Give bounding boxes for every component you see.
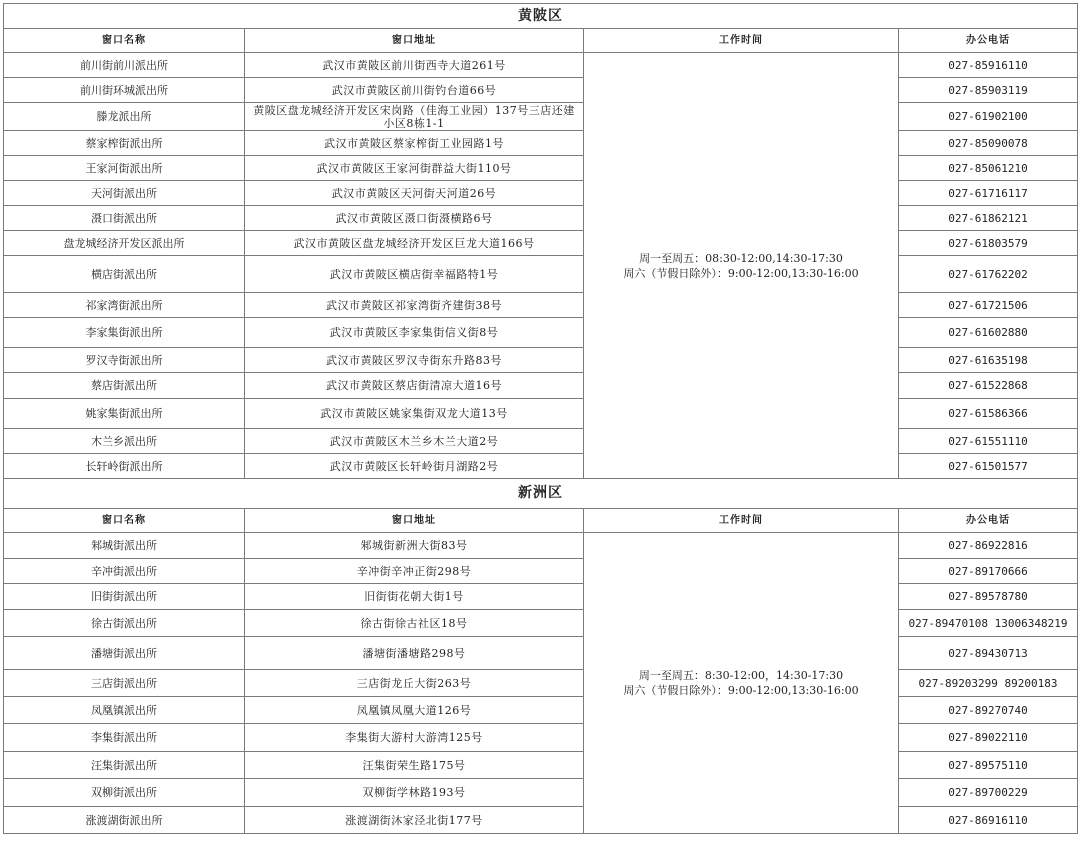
office-phone-cell: 027-85061210	[899, 156, 1078, 181]
table-row	[4, 256, 1078, 293]
window-address-cell: 武汉市黄陂区天河街天河道26号	[245, 181, 584, 206]
window-address-cell: 武汉市黄陂区横店街幸福路特1号	[245, 256, 584, 293]
header-window-address: 窗口地址	[245, 29, 584, 53]
table-row	[4, 429, 1078, 454]
window-address-cell: 李集街大游村大游湾125号	[245, 724, 584, 752]
office-phone-cell: 027-61716117	[899, 181, 1078, 206]
window-address-cell: 黄陂区盘龙城经济开发区宋岗路（佳海工业园）137号三店还建小区8栋1-1	[245, 103, 584, 131]
working-hours-line: 周六（节假日除外）：9:00-12:00,13:30-16:00	[623, 266, 859, 280]
window-name-cell: 凤凰镇派出所	[4, 697, 245, 724]
table-row	[4, 231, 1078, 256]
window-name-cell: 李家集街派出所	[4, 318, 245, 348]
table-row	[4, 752, 1078, 779]
window-address-cell: 邾城街新洲大街83号	[245, 533, 584, 559]
office-phone-cell: 027-61902100	[899, 103, 1078, 131]
window-name-cell: 辛冲街派出所	[4, 559, 245, 584]
section-title-row	[4, 479, 1078, 509]
office-phone-cell: 027-61551110	[899, 429, 1078, 454]
table-row	[4, 724, 1078, 752]
window-address-cell: 武汉市黄陂区蔡家榨街工业园路1号	[245, 131, 584, 156]
window-address-cell: 武汉市黄陂区盘龙城经济开发区巨龙大道166号	[245, 231, 584, 256]
working-hours-line: 周一至周五：8:30-12:00，14:30-17:30	[638, 669, 844, 682]
table-row	[4, 697, 1078, 724]
window-address-cell: 武汉市黄陂区李家集街信义街8号	[245, 318, 584, 348]
window-name-cell: 滠口街派出所	[4, 206, 245, 231]
office-phone-cell: 027-89170666	[899, 559, 1078, 584]
column-header-row	[4, 29, 1078, 53]
table-row	[4, 584, 1078, 610]
table-row	[4, 103, 1078, 131]
office-phone-cell: 027-86922816	[899, 533, 1078, 559]
table-row	[4, 670, 1078, 697]
window-name-cell: 姚家集街派出所	[4, 399, 245, 429]
window-name-cell: 天河街派出所	[4, 181, 245, 206]
office-phone-cell: 027-61862121	[899, 206, 1078, 231]
window-address-cell: 武汉市黄陂区滠口街滠横路6号	[245, 206, 584, 231]
window-name-cell: 李集街派出所	[4, 724, 245, 752]
directory-table-body	[4, 4, 1078, 834]
office-phone-cell: 027-61602880	[899, 318, 1078, 348]
window-address-cell: 武汉市黄陂区前川街西寺大道261号	[245, 53, 584, 78]
header-working-hours: 工作时间	[584, 29, 899, 53]
office-phone-cell: 027-61501577	[899, 454, 1078, 479]
working-hours-line: 周六（节假日除外）：9:00-12:00,13:30-16:00	[623, 684, 859, 697]
window-address-cell: 武汉市黄陂区前川街钓台道66号	[245, 78, 584, 103]
window-address-cell: 武汉市黄陂区祁家湾街齐建街38号	[245, 293, 584, 318]
table-row	[4, 78, 1078, 103]
window-name-cell: 汪集街派出所	[4, 752, 245, 779]
office-phone-cell: 027-89203299 89200183	[899, 670, 1078, 697]
office-phone-cell: 027-61803579	[899, 231, 1078, 256]
office-phone-cell: 027-89700229	[899, 779, 1078, 807]
working-hours-cell	[584, 533, 899, 834]
district-title: 新洲区	[4, 479, 1078, 509]
window-address-cell: 潘塘街潘塘路298号	[245, 637, 584, 670]
office-phone-cell: 027-89578780	[899, 584, 1078, 610]
window-address-cell: 武汉市黄陂区木兰乡木兰大道2号	[245, 429, 584, 454]
office-phone-cell: 027-61522868	[899, 373, 1078, 399]
office-phone-cell: 027-61721506	[899, 293, 1078, 318]
window-address-cell: 武汉市黄陂区蔡店街清凉大道16号	[245, 373, 584, 399]
window-name-cell: 涨渡湖街派出所	[4, 807, 245, 834]
window-address-cell: 旧街街花朝大街1号	[245, 584, 584, 610]
table-row	[4, 318, 1078, 348]
table-row	[4, 348, 1078, 373]
office-phone-cell: 027-89470108 13006348219	[899, 610, 1078, 637]
window-address-cell: 双柳街学林路193号	[245, 779, 584, 807]
working-hours-cell	[584, 53, 899, 479]
table-row	[4, 559, 1078, 584]
header-working-hours: 工作时间	[584, 509, 899, 533]
office-phone-cell: 027-89270740	[899, 697, 1078, 724]
window-name-cell: 双柳街派出所	[4, 779, 245, 807]
working-hours-line: 周一至周五：08:30-12:00,14:30-17:30	[639, 251, 843, 265]
office-phone-cell: 027-61762202	[899, 256, 1078, 293]
directory-table	[3, 3, 1078, 834]
table-row	[4, 779, 1078, 807]
table-row	[4, 373, 1078, 399]
office-phone-cell: 027-85903119	[899, 78, 1078, 103]
office-phone-cell: 027-89575110	[899, 752, 1078, 779]
office-phone-cell: 027-85916110	[899, 53, 1078, 78]
window-address-cell: 凤凰镇凤凰大道126号	[245, 697, 584, 724]
window-address-cell: 武汉市黄陂区罗汉寺街东升路83号	[245, 348, 584, 373]
header-office-phone: 办公电话	[899, 29, 1078, 53]
table-row	[4, 206, 1078, 231]
column-header-row	[4, 509, 1078, 533]
table-row	[4, 181, 1078, 206]
office-phone-cell: 027-61586366	[899, 399, 1078, 429]
window-address-cell: 徐古街徐古社区18号	[245, 610, 584, 637]
table-row	[4, 454, 1078, 479]
table-row	[4, 807, 1078, 834]
office-phone-cell: 027-61635198	[899, 348, 1078, 373]
office-phone-cell: 027-86916110	[899, 807, 1078, 834]
window-name-cell: 前川街环城派出所	[4, 78, 245, 103]
window-name-cell: 徐古街派出所	[4, 610, 245, 637]
window-address-cell: 辛冲街辛冲正街298号	[245, 559, 584, 584]
district-title: 黄陂区	[4, 4, 1078, 29]
window-name-cell: 蔡家榨街派出所	[4, 131, 245, 156]
office-phone-cell: 027-89430713	[899, 637, 1078, 670]
table-row	[4, 610, 1078, 637]
office-phone-cell: 027-89022110	[899, 724, 1078, 752]
header-window-name: 窗口名称	[4, 509, 245, 533]
window-address-cell: 武汉市黄陂区王家河街群益大街110号	[245, 156, 584, 181]
window-address-cell: 武汉市黄陂区长轩岭街月湖路2号	[245, 454, 584, 479]
window-name-cell: 盘龙城经济开发区派出所	[4, 231, 245, 256]
window-name-cell: 蔡店街派出所	[4, 373, 245, 399]
table-row	[4, 533, 1078, 559]
window-name-cell: 滕龙派出所	[4, 103, 245, 131]
window-name-cell: 三店街派出所	[4, 670, 245, 697]
window-name-cell: 罗汉寺街派出所	[4, 348, 245, 373]
section-title-row	[4, 4, 1078, 29]
office-phone-cell: 027-85090078	[899, 131, 1078, 156]
window-name-cell: 前川街前川派出所	[4, 53, 245, 78]
table-row	[4, 293, 1078, 318]
header-window-address: 窗口地址	[245, 509, 584, 533]
window-name-cell: 木兰乡派出所	[4, 429, 245, 454]
window-address-cell: 三店街龙丘大街263号	[245, 670, 584, 697]
table-row	[4, 131, 1078, 156]
header-office-phone: 办公电话	[899, 509, 1078, 533]
header-window-name: 窗口名称	[4, 29, 245, 53]
window-name-cell: 祁家湾街派出所	[4, 293, 245, 318]
window-name-cell: 长轩岭街派出所	[4, 454, 245, 479]
window-name-cell: 旧街街派出所	[4, 584, 245, 610]
window-name-cell: 潘塘街派出所	[4, 637, 245, 670]
window-address-cell: 武汉市黄陂区姚家集街双龙大道13号	[245, 399, 584, 429]
window-address-cell: 汪集街荣生路175号	[245, 752, 584, 779]
table-row	[4, 156, 1078, 181]
table-row	[4, 399, 1078, 429]
window-name-cell: 横店街派出所	[4, 256, 245, 293]
window-name-cell: 邾城街派出所	[4, 533, 245, 559]
police-window-directory	[3, 3, 1077, 834]
table-row	[4, 53, 1078, 78]
window-name-cell: 王家河街派出所	[4, 156, 245, 181]
window-address-cell: 涨渡湖街沐家泾北街177号	[245, 807, 584, 834]
table-row	[4, 637, 1078, 670]
